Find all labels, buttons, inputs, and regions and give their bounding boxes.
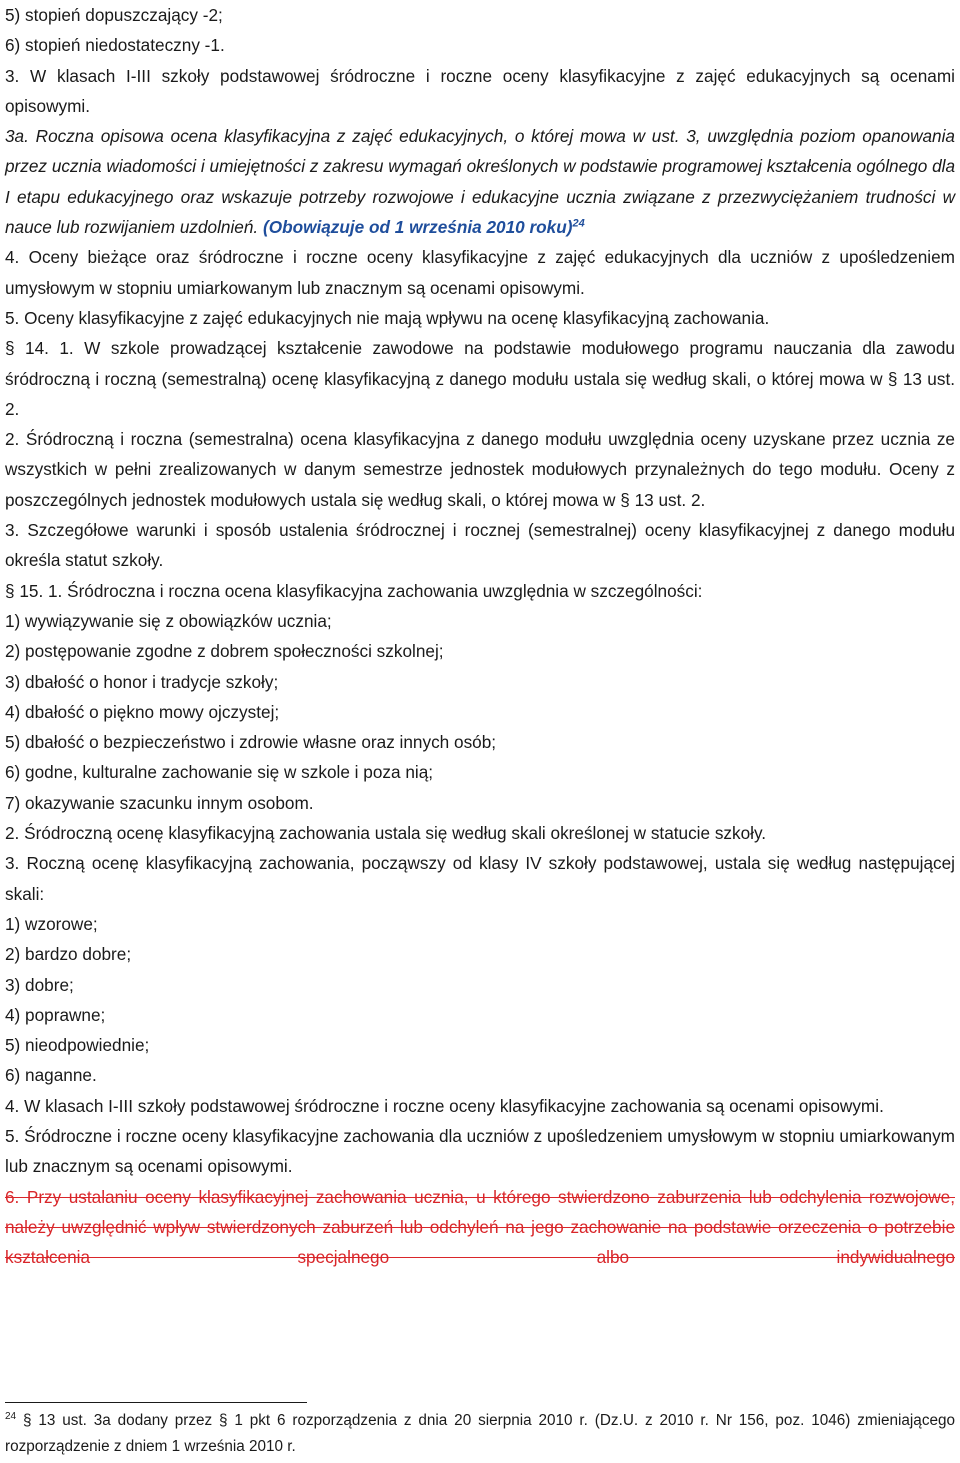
footnote xyxy=(5,1408,955,1459)
list-item: 3) dobre; xyxy=(5,974,74,995)
list-item: 2) postępowanie zgodne z dobrem społeczności szkolnej; xyxy=(5,641,444,662)
document-body xyxy=(5,0,955,1272)
footnote-reference[interactable]: 24 xyxy=(572,217,585,230)
list-item-grade-6: 6) stopień niedostateczny -1. xyxy=(5,35,225,56)
section-14-paragraph-3: 3. Szczegółowe warunki i sposób ustalenia śródrocznej i rocznej (semestralnej) oceny klasyfikacyjnej z danego modułu określa statut szkoły. xyxy=(5,520,955,571)
section-15-paragraph-2: 2. Śródroczną ocenę klasyfikacyjną zachowania ustala się według skali określonej w statucie szkoły. xyxy=(5,823,767,844)
paragraph-3a-text: 3a. Roczna opisowa ocena klasyfikacyjna z zajęć edukacyjnych, o której mowa w ust. 3, uwzględnia poziom opanowania przez ucznia wiadomości i umiejętności z zakresu wymagań określonych w podstawie programowej kształcenia ogólnego dla I etapu edukacyjnego oraz wskazuje potrzeby rozwojowe i edukacyjne ucznia związane z przezwyciężaniem trudności w nauce lub rozwijaniem uzdolnień. xyxy=(5,126,955,238)
effective-date-note: (Obowiązuje od 1 września 2010 roku) xyxy=(262,217,573,238)
footnote-text: § 13 ust. 3a dodany przez § 1 pkt 6 rozporządzenia z dnia 20 sierpnia 2010 r. (Dz.U. z 2010 r. Nr 156, poz. 1046) zmieniającego rozporządzenie z dniem 1 września 2010 r. xyxy=(5,1412,955,1455)
list-item: 4) dbałość o piękno mowy ojczystej; xyxy=(5,701,280,722)
list-item: 2) bardzo dobre; xyxy=(5,944,132,965)
list-item: 7) okazywanie szacunku innym osobom. xyxy=(5,792,314,813)
section-14-paragraph-2: 2. Śródroczną i roczna (semestralna) ocena klasyfikacyjna z danego modułu uwzględnia oceny uzyskane przez ucznia ze wszystkich w pełni zrealizowanych w danym semestrze jednostek modułowych przynależnych do tego modułu. Oceny z poszczególnych jednostek modułowych ustala się według skali, o której mowa w § 13 ust. 2. xyxy=(5,429,955,510)
section-15-paragraph-6-deleted: 6. Przy ustalaniu oceny klasyfikacyjnej zachowania ucznia, u którego stwierdzono zaburzenia lub odchylenia rozwojowe, należy uwzględnić wpływ stwierdzonych zaburzeń lub odchyleń na jego zachowanie na podstawie orzeczenia o potrzebie kształcenia specjalnego albo indywidualnego xyxy=(5,1186,955,1268)
section-15-paragraph-1: § 15. 1. Śródroczna i roczna ocena klasyfikacyjna zachowania uwzględnia w szczególności: xyxy=(5,580,703,601)
paragraph-5: 5. Oceny klasyfikacyjne z zajęć edukacyjnych nie mają wpływu na ocenę klasyfikacyjną zachowania. xyxy=(5,307,770,328)
footnote-marker: 24 xyxy=(5,1410,17,1422)
list-item: 1) wzorowe; xyxy=(5,913,98,934)
section-15-paragraph-4: 4. W klasach I-III szkoły podstawowej śródroczne i roczne oceny klasyfikacyjne zachowania są ocenami opisowymi. xyxy=(5,1095,884,1116)
footnote-separator xyxy=(5,1402,307,1403)
list-item: 5) dbałość o bezpieczeństwo i zdrowie własne oraz innych osób; xyxy=(5,732,497,753)
list-item: 6) naganne. xyxy=(5,1065,97,1086)
section-15-paragraph-5: 5. Śródroczne i roczne oceny klasyfikacyjne zachowania dla uczniów z upośledzeniem umysłowym w stopniu umiarkowanym lub znacznym są ocenami opisowymi. xyxy=(5,1125,955,1177)
section-15-paragraph-3: 3. Roczną ocenę klasyfikacyjną zachowania, począwszy od klasy IV szkoły podstawowej, ustala się według następującej skali: xyxy=(5,853,955,904)
paragraph-4: 4. Oceny bieżące oraz śródroczne i roczne oceny klasyfikacyjne z zajęć edukacyjnych dla uczniów z upośledzeniem umysłowym w stopniu umiarkowanym lub znacznym są ocenami opisowymi. xyxy=(5,247,955,298)
list-item: 5) nieodpowiednie; xyxy=(5,1035,150,1056)
section-14-paragraph-1: § 14. 1. W szkole prowadzącej kształcenie zawodowe na podstawie modułowego programu nauczania dla zawodu śródroczną i roczną (semestralną) ocenę klasyfikacyjną z danego modułu ustala się według skali, o której mowa w § 13 ust. 2. xyxy=(5,338,955,419)
list-item-grade-5: 5) stopień dopuszczający -2; xyxy=(5,5,223,25)
paragraph-3a xyxy=(5,121,955,242)
list-item: 1) wywiązywanie się z obowiązków ucznia; xyxy=(5,610,332,631)
list-item: 6) godne, kulturalne zachowanie się w szkole i poza nią; xyxy=(5,762,434,783)
paragraph-3: 3. W klasach I-III szkoły podstawowej śródroczne i roczne oceny klasyfikacyjne z zajęć edukacyjnych są ocenami opisowymi. xyxy=(5,65,955,116)
list-item: 3) dbałość o honor i tradycje szkoły; xyxy=(5,671,279,692)
list-item: 4) poprawne; xyxy=(5,1004,106,1025)
